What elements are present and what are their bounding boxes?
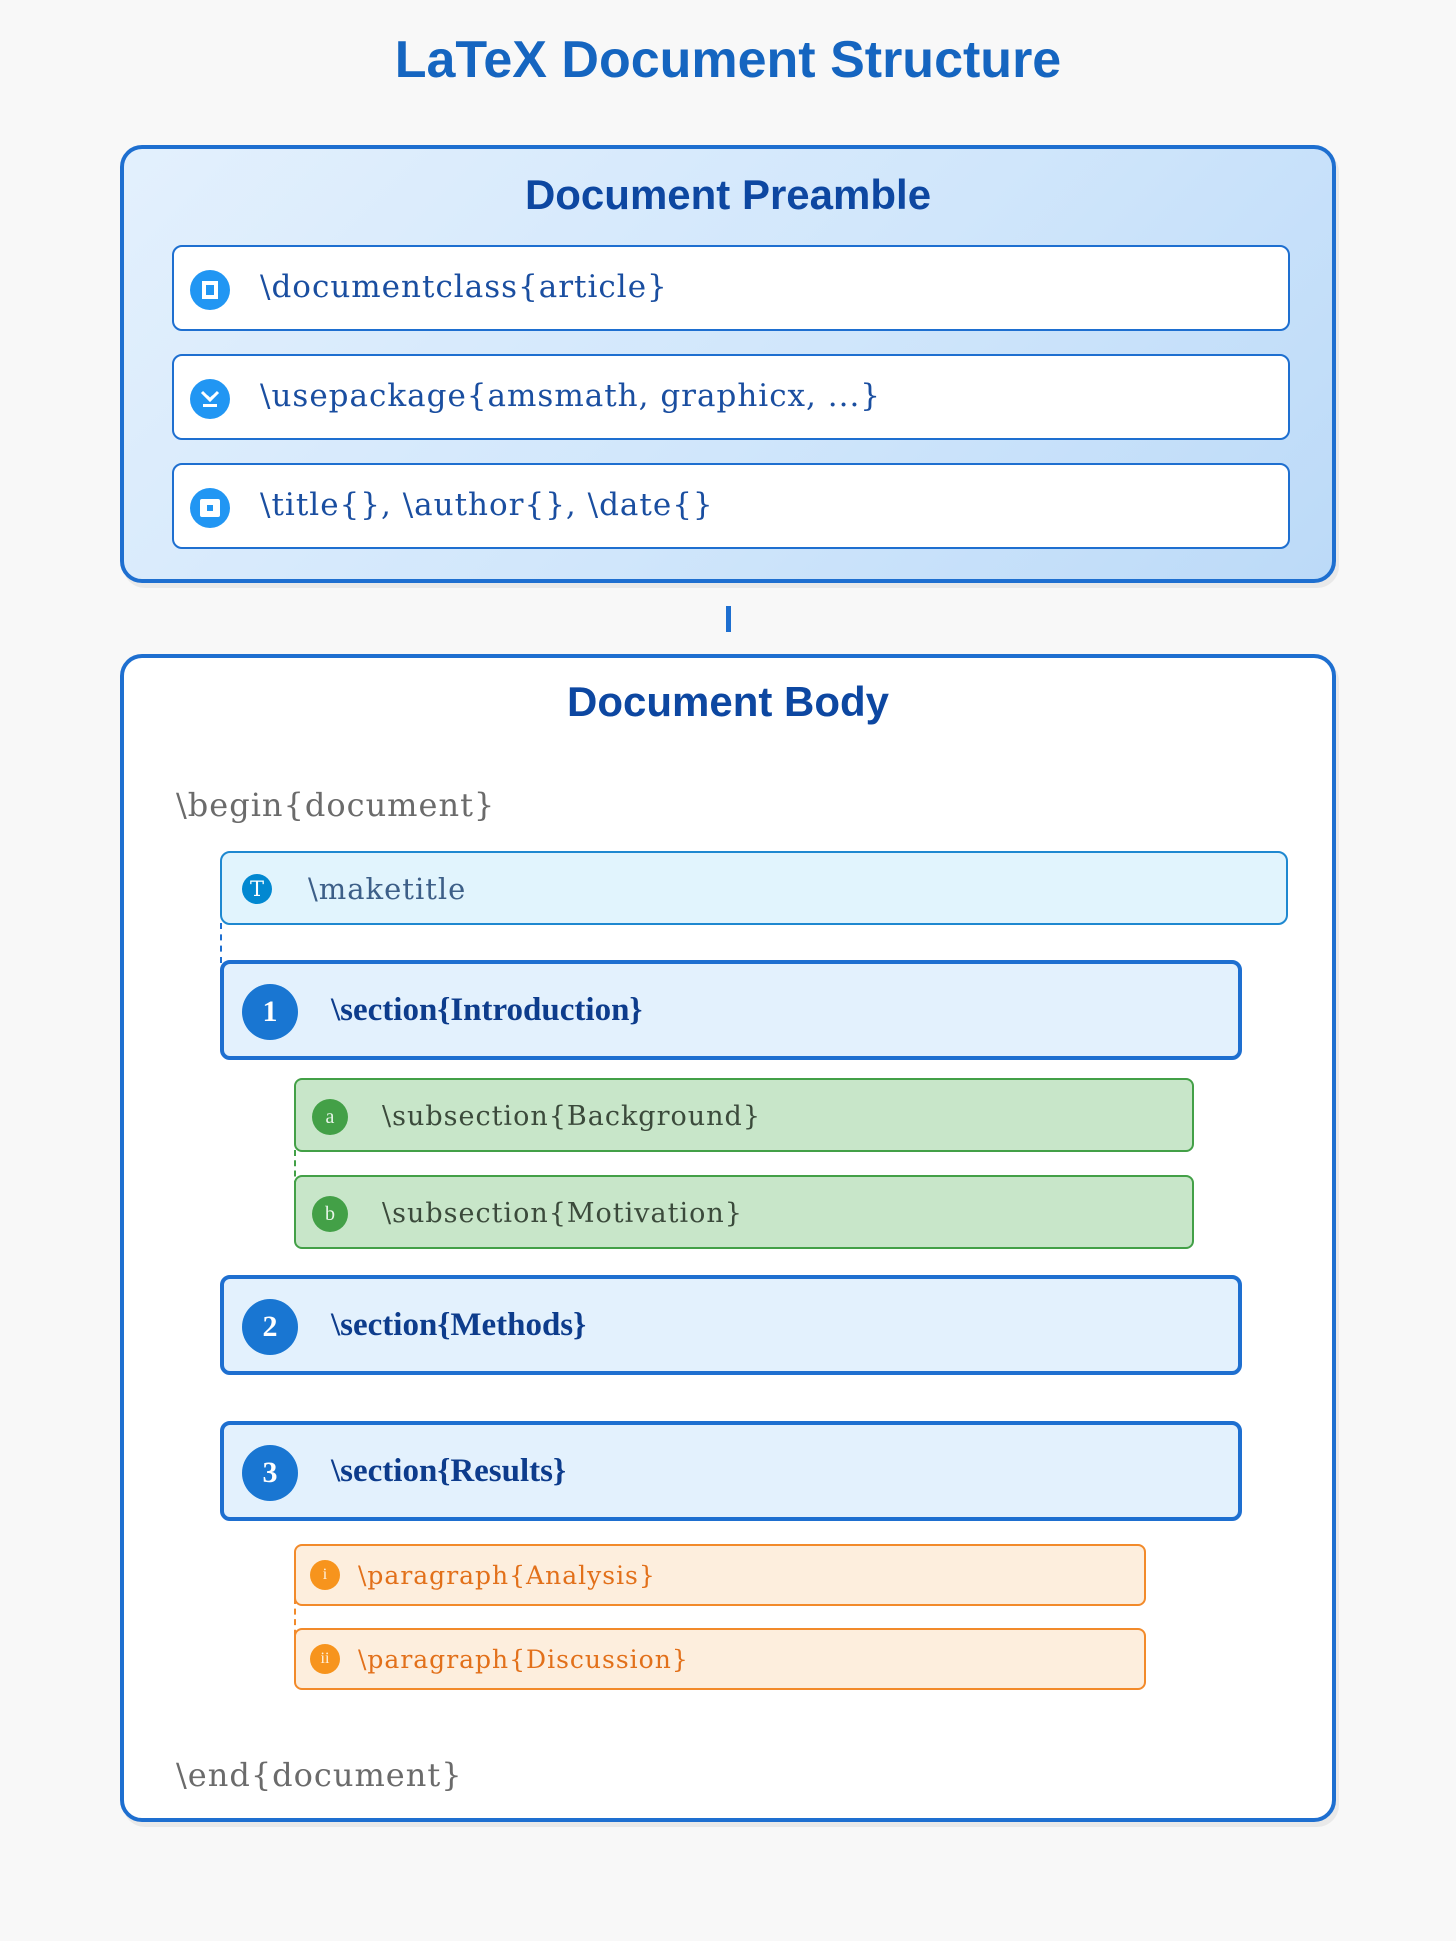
maketitle-block	[220, 851, 1288, 925]
diagram-title: LaTeX Document Structure	[394, 31, 1062, 89]
preamble-box	[120, 145, 1336, 583]
title-letter-icon: T	[242, 874, 272, 904]
section-text: \section{Methods}	[331, 1307, 587, 1343]
subsection-marker: b	[312, 1196, 348, 1232]
section-results	[220, 1421, 1242, 1521]
section-number-badge: 1	[242, 984, 298, 1040]
section-number-badge: 2	[242, 1299, 298, 1355]
paragraph-analysis	[294, 1544, 1146, 1606]
section-text: \section{Results}	[331, 1453, 566, 1489]
square-outline-icon	[190, 270, 230, 310]
section-text: \section{Introduction}	[331, 992, 643, 1028]
preamble-item-text: \title{}, \author{}, \date{}	[260, 487, 714, 523]
preamble-heading: Document Preamble	[524, 171, 932, 218]
section-methods	[220, 1275, 1242, 1375]
subsection-marker: a	[312, 1099, 348, 1135]
subsection-text: \subsection{Background}	[382, 1101, 761, 1132]
preamble-item-title	[172, 463, 1290, 549]
package-download-icon	[190, 379, 230, 419]
paragraph-marker: ii	[310, 1644, 340, 1674]
subsection-motivation	[294, 1175, 1194, 1249]
maketitle-text: \maketitle	[308, 872, 467, 906]
subsection-text: \subsection{Motivation}	[382, 1198, 743, 1229]
section-number-badge: 3	[242, 1445, 298, 1501]
section-introduction	[220, 960, 1242, 1060]
body-heading: Document Body	[566, 678, 889, 725]
subsection-background	[294, 1078, 1194, 1152]
paragraph-text: \paragraph{Discussion}	[358, 1645, 689, 1674]
preamble-body-connector	[726, 606, 731, 632]
id-card-icon	[190, 488, 230, 528]
preamble-item-documentclass	[172, 245, 1290, 331]
preamble-item-text: \documentclass{article}	[260, 269, 668, 305]
preamble-item-usepackage	[172, 354, 1290, 440]
preamble-item-text: \usepackage{amsmath, graphicx, ...}	[260, 378, 882, 414]
end-document: \end{document}	[176, 1756, 463, 1794]
document-body-box	[120, 654, 1336, 1822]
paragraph-discussion	[294, 1628, 1146, 1690]
paragraph-text: \paragraph{Analysis}	[358, 1561, 656, 1590]
begin-document: \begin{document}	[176, 786, 496, 824]
paragraph-marker: i	[310, 1560, 340, 1590]
maketitle-connector	[220, 923, 222, 963]
